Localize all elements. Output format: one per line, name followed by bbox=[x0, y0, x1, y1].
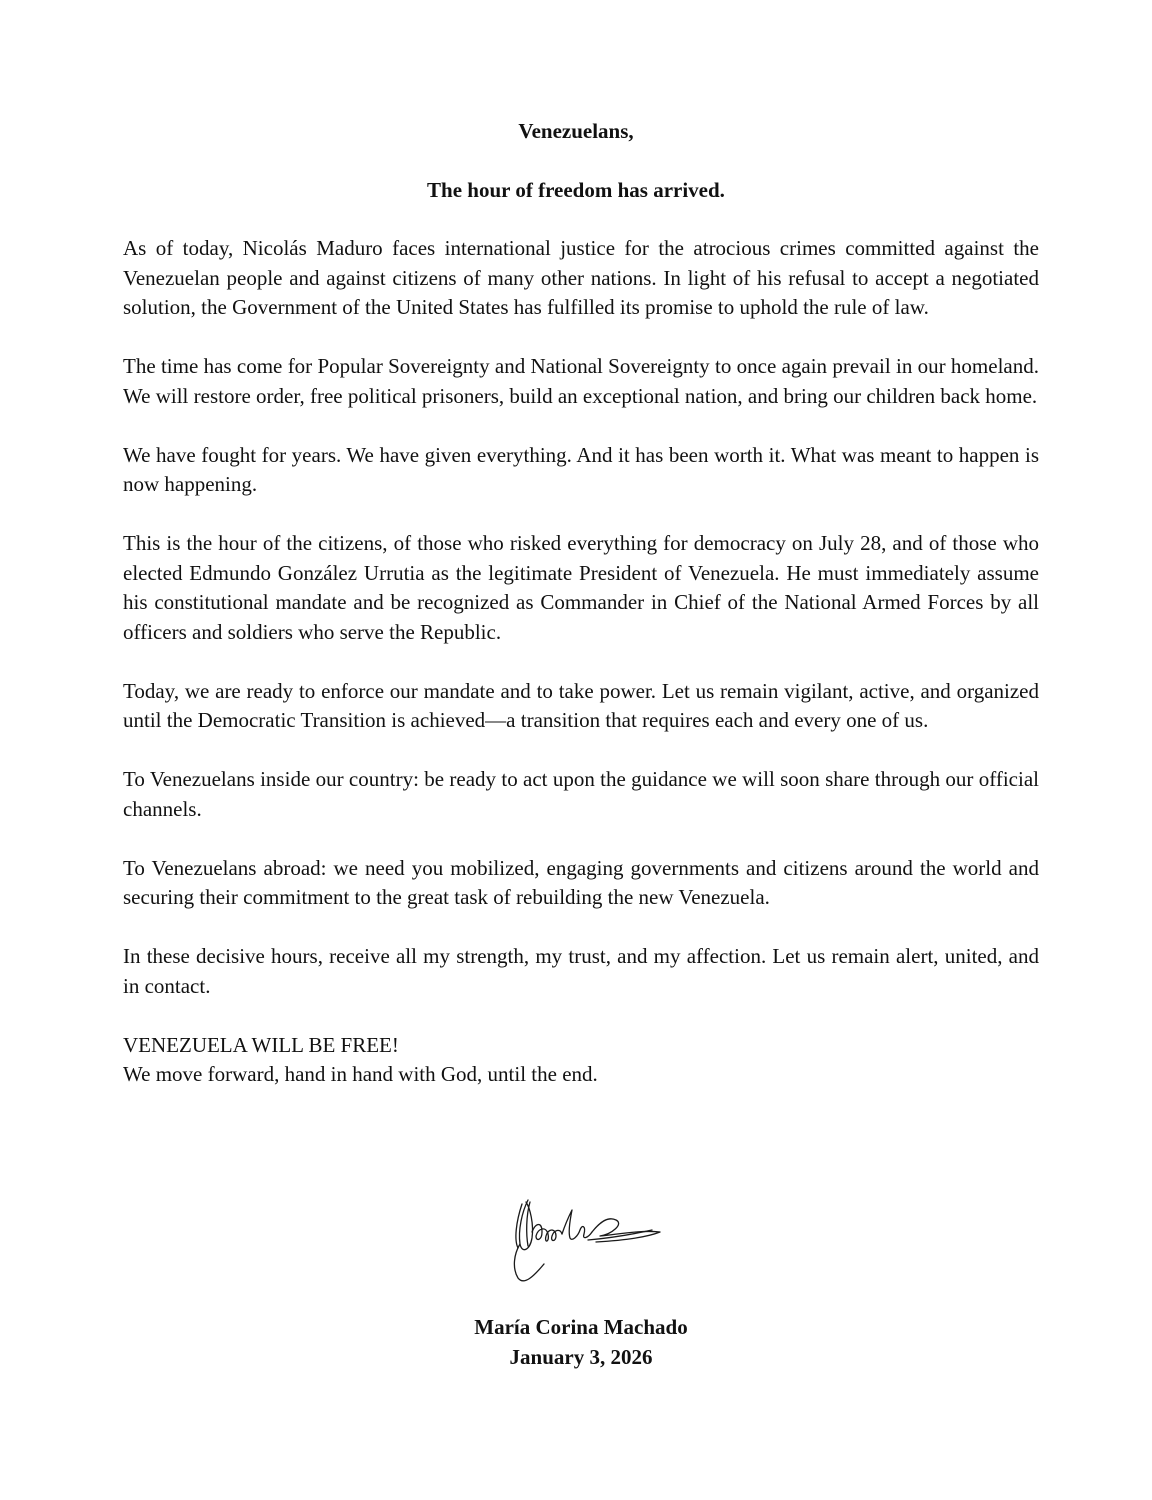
paragraph-4: This is the hour of the citizens, of those who risked everything for democracy on July 28, and of those who elected Edmundo González Urrutia as the legitimate President of Venezuela. He must immediately assume his constitutional mandate and be recognized as Commander in Chief of the National Armed Forces by all officers and soldiers who serve the Republic. bbox=[123, 531, 1039, 644]
paragraph-2: The time has come for Popular Sovereignty and National Sovereignty to once again prevail in our homeland. We will restore order, free political prisoners, build an exceptional nation, and bring our children back home. bbox=[123, 354, 1039, 408]
signature-block bbox=[0, 1312, 1152, 1372]
paragraph-3: We have fought for years. We have given everything. And it has been worth it. What was meant to happen is now happening. bbox=[123, 442, 1039, 496]
paragraph-7: To Venezuelans abroad: we need you mobilized, engaging governments and citizens around the world and securing their commitment to the great task of rebuilding the new Venezuela. bbox=[123, 855, 1039, 909]
paragraph-6: To Venezuelans inside our country: be ready to act upon the guidance we will soon share through our official channels. bbox=[123, 767, 1039, 821]
letter-salutation: Venezuelans, bbox=[518, 119, 634, 143]
paragraph-5: Today, we are ready to enforce our mandate and to take power. Let us remain vigilant, active, and organized until the Democratic Transition is achieved—a transition that requires each and every one of us. bbox=[123, 678, 1039, 732]
signatory-name: María Corina Machado bbox=[474, 1315, 688, 1339]
letter-subtitle: The hour of freedom has arrived. bbox=[427, 178, 725, 202]
letter-date: January 3, 2026 bbox=[509, 1345, 653, 1369]
closing-line-1: VENEZUELA WILL BE FREE! bbox=[123, 1032, 399, 1057]
letter-closing bbox=[123, 1031, 1039, 1090]
paragraph-1: As of today, Nicolás Maduro faces international justice for the atrocious crimes committed against the Venezuelan people and against citizens of many other nations. In light of his refusal to accept a negotiated solution, the Government of the United States has fulfilled its promise to uphold the rule of law. bbox=[123, 236, 1039, 319]
letter-body bbox=[123, 234, 1039, 1090]
closing-line-2: We move forward, hand in hand with God, until the end. bbox=[123, 1062, 598, 1086]
signature-icon bbox=[500, 1192, 670, 1292]
paragraph-8: In these decisive hours, receive all my strength, my trust, and my affection. Let us remain alert, united, and in contact. bbox=[123, 944, 1039, 998]
